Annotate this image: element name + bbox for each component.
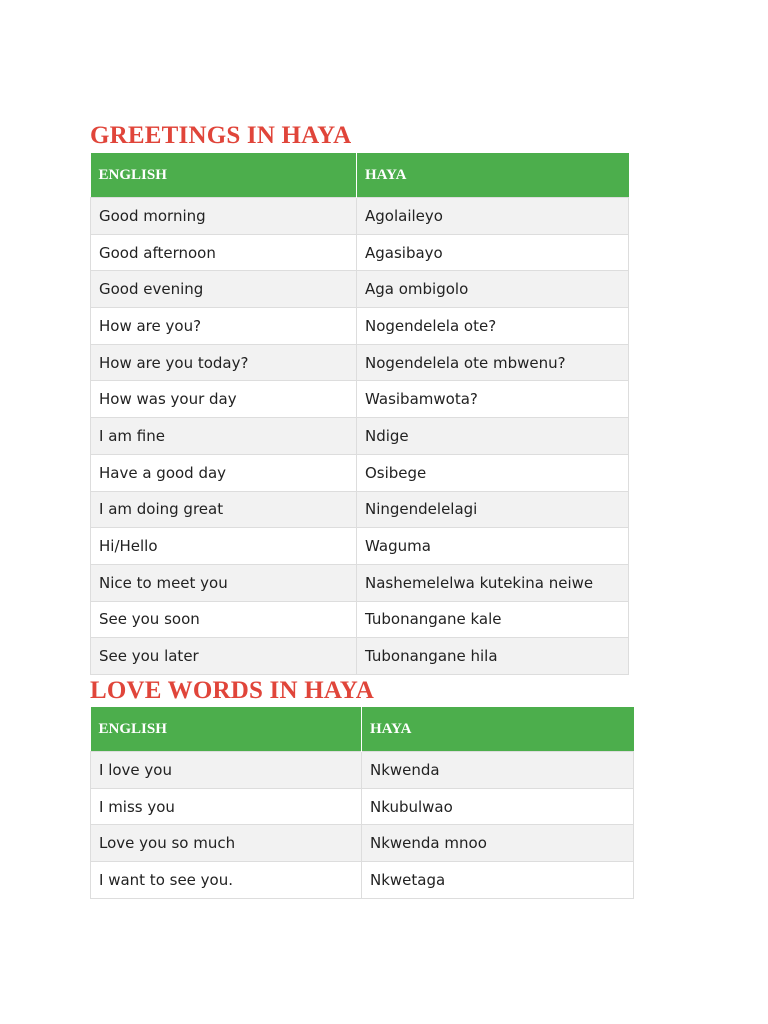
- haya-cell: Nogendelela ote mbwenu?: [357, 344, 629, 381]
- column-header-english: ENGLISH: [91, 153, 357, 198]
- haya-cell: Nkwenda: [362, 752, 634, 789]
- table-row: [91, 752, 634, 789]
- column-header-haya: HAYA: [357, 153, 629, 198]
- table-row: [91, 638, 629, 675]
- haya-cell: Nkubulwao: [362, 788, 634, 825]
- haya-cell: Waguma: [357, 528, 629, 565]
- english-cell: Hi/Hello: [91, 528, 357, 565]
- english-cell: I am doing great: [91, 491, 357, 528]
- english-cell: See you soon: [91, 601, 357, 638]
- table-row: [91, 528, 629, 565]
- haya-cell: Wasibamwota?: [357, 381, 629, 418]
- english-cell: I am fine: [91, 418, 357, 455]
- english-cell: Nice to meet you: [91, 564, 357, 601]
- table-row: [91, 788, 634, 825]
- table-row: [91, 601, 629, 638]
- haya-cell: Ndige: [357, 418, 629, 455]
- haya-cell: Nogendelela ote?: [357, 308, 629, 345]
- table-row: [91, 234, 629, 271]
- haya-cell: Nashemelelwa kutekina neiwe: [357, 564, 629, 601]
- haya-cell: Tubonangane kale: [357, 601, 629, 638]
- english-cell: I love you: [91, 752, 362, 789]
- english-cell: See you later: [91, 638, 357, 675]
- haya-cell: Agasibayo: [357, 234, 629, 271]
- english-cell: How was your day: [91, 381, 357, 418]
- english-cell: I miss you: [91, 788, 362, 825]
- haya-cell: Ningendelelagi: [357, 491, 629, 528]
- table-row: [91, 418, 629, 455]
- greetings-title: GREETINGS IN HAYA: [90, 122, 352, 149]
- table-row: [91, 862, 634, 899]
- table-header-row: [91, 707, 634, 752]
- haya-cell: Nkwenda mnoo: [362, 825, 634, 862]
- haya-cell: Aga ombigolo: [357, 271, 629, 308]
- table-row: [91, 491, 629, 528]
- love-words-title: LOVE WORDS IN HAYA: [90, 677, 375, 704]
- english-cell: How are you today?: [91, 344, 357, 381]
- table-row: [91, 344, 629, 381]
- haya-cell: Tubonangane hila: [357, 638, 629, 675]
- table-row: [91, 308, 629, 345]
- love-words-table: [90, 707, 634, 899]
- english-cell: Good evening: [91, 271, 357, 308]
- table-header-row: [91, 153, 629, 198]
- english-cell: Good morning: [91, 198, 357, 235]
- haya-cell: Osibege: [357, 454, 629, 491]
- table-row: [91, 198, 629, 235]
- column-header-english: ENGLISH: [91, 707, 362, 752]
- table-row: [91, 271, 629, 308]
- english-cell: Love you so much: [91, 825, 362, 862]
- greetings-table: [90, 153, 629, 675]
- english-cell: Good afternoon: [91, 234, 357, 271]
- table-row: [91, 825, 634, 862]
- table-row: [91, 564, 629, 601]
- english-cell: How are you?: [91, 308, 357, 345]
- table-row: [91, 381, 629, 418]
- haya-cell: Nkwetaga: [362, 862, 634, 899]
- english-cell: I want to see you.: [91, 862, 362, 899]
- column-header-haya: HAYA: [362, 707, 634, 752]
- english-cell: Have a good day: [91, 454, 357, 491]
- haya-cell: Agolaileyo: [357, 198, 629, 235]
- table-row: [91, 454, 629, 491]
